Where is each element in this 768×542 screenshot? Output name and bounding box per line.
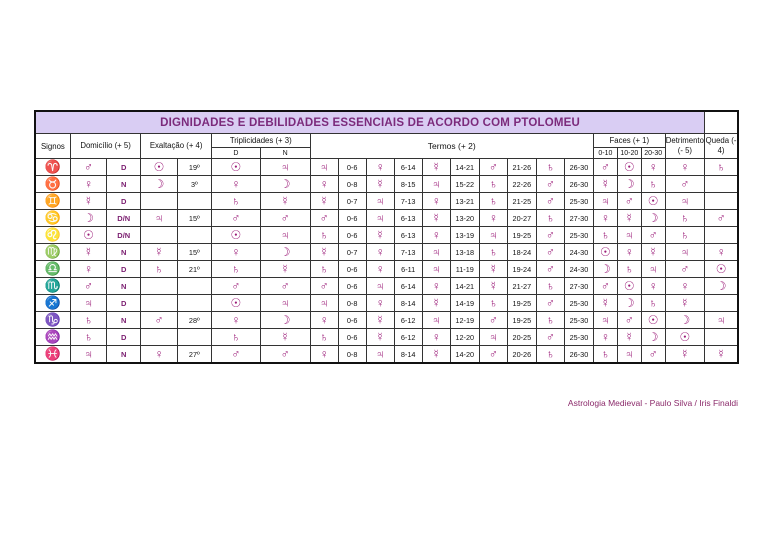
detrimento-planet: ♀ bbox=[665, 278, 705, 295]
domicilio-sect: N bbox=[107, 346, 141, 364]
sign-glyph: ♋ bbox=[35, 210, 70, 227]
term-planet: ♄ bbox=[479, 176, 507, 193]
table-row bbox=[35, 193, 738, 210]
domicilio-planet: ♃ bbox=[70, 295, 106, 312]
term-planet: ♂ bbox=[479, 159, 507, 176]
term-range: 0-8 bbox=[338, 176, 366, 193]
term-planet: ♄ bbox=[310, 261, 338, 278]
sign-glyph: ♊ bbox=[35, 193, 70, 210]
detrimento-planet: ☉ bbox=[665, 329, 705, 346]
queda-planet bbox=[705, 227, 738, 244]
exaltacao-degree: 3º bbox=[177, 176, 211, 193]
queda-planet: ☉ bbox=[705, 261, 738, 278]
triplicity-day-planet: ♄ bbox=[211, 261, 260, 278]
table-row bbox=[35, 159, 738, 176]
domicilio-planet: ☿ bbox=[70, 193, 106, 210]
triplicity-day-planet: ♀ bbox=[211, 312, 260, 329]
term-planet: ♀ bbox=[479, 210, 507, 227]
term-range: 6-11 bbox=[394, 261, 422, 278]
face-planet: ☽ bbox=[617, 176, 641, 193]
term-range: 25-30 bbox=[564, 312, 593, 329]
term-range: 27-30 bbox=[564, 278, 593, 295]
queda-planet bbox=[705, 176, 738, 193]
exaltacao-planet: ☽ bbox=[141, 176, 177, 193]
face-planet: ♂ bbox=[593, 159, 617, 176]
domicilio-sect: D bbox=[107, 159, 141, 176]
sign-glyph: ♉ bbox=[35, 176, 70, 193]
triplicity-day-planet: ♀ bbox=[211, 176, 260, 193]
sign-glyph: ♈ bbox=[35, 159, 70, 176]
dignities-table bbox=[34, 110, 739, 364]
term-planet: ♃ bbox=[422, 312, 450, 329]
sign-glyph: ♍ bbox=[35, 244, 70, 261]
table-row bbox=[35, 261, 738, 278]
term-range: 15-22 bbox=[450, 176, 479, 193]
detrimento-planet: ♃ bbox=[665, 193, 705, 210]
term-range: 0-6 bbox=[338, 329, 366, 346]
term-planet: ♀ bbox=[366, 295, 394, 312]
term-range: 20-27 bbox=[507, 210, 536, 227]
term-range: 26-30 bbox=[564, 346, 593, 364]
triplicity-night-planet: ☽ bbox=[260, 312, 310, 329]
term-range: 19-25 bbox=[507, 312, 536, 329]
triplicity-day-planet: ♄ bbox=[211, 193, 260, 210]
triplicity-night-planet: ♃ bbox=[260, 227, 310, 244]
term-range: 22-26 bbox=[507, 176, 536, 193]
term-planet: ♀ bbox=[310, 312, 338, 329]
exaltacao-degree bbox=[177, 193, 211, 210]
term-range: 14-21 bbox=[450, 278, 479, 295]
exaltacao-degree: 21º bbox=[177, 261, 211, 278]
face-planet: ☽ bbox=[593, 261, 617, 278]
triplicity-day-planet: ♂ bbox=[211, 210, 260, 227]
term-planet: ♃ bbox=[310, 159, 338, 176]
term-range: 8-14 bbox=[394, 346, 422, 364]
exaltacao-planet bbox=[141, 329, 177, 346]
queda-planet: ♄ bbox=[705, 159, 738, 176]
term-range: 0-7 bbox=[338, 244, 366, 261]
header-domicilio: Domicílio (+ 5) bbox=[70, 134, 141, 159]
triplicity-night-planet: ☿ bbox=[260, 261, 310, 278]
face-planet: ♂ bbox=[617, 193, 641, 210]
term-planet: ♂ bbox=[536, 261, 564, 278]
term-range: 7-13 bbox=[394, 244, 422, 261]
term-range: 6-13 bbox=[394, 227, 422, 244]
table-row bbox=[35, 210, 738, 227]
term-range: 7-13 bbox=[394, 193, 422, 210]
term-range: 12-19 bbox=[450, 312, 479, 329]
domicilio-planet: ♂ bbox=[70, 159, 106, 176]
exaltacao-planet: ♄ bbox=[141, 261, 177, 278]
domicilio-planet: ♂ bbox=[70, 278, 106, 295]
term-range: 19-24 bbox=[507, 261, 536, 278]
term-range: 13-21 bbox=[450, 193, 479, 210]
domicilio-sect: D bbox=[107, 193, 141, 210]
detrimento-planet: ☽ bbox=[665, 312, 705, 329]
exaltacao-degree bbox=[177, 227, 211, 244]
term-planet: ☿ bbox=[422, 346, 450, 364]
term-planet: ♃ bbox=[479, 227, 507, 244]
table-row bbox=[35, 329, 738, 346]
term-range: 26-30 bbox=[564, 159, 593, 176]
term-planet: ♂ bbox=[310, 210, 338, 227]
term-planet: ♃ bbox=[479, 329, 507, 346]
header-exaltacao: Exaltação (+ 4) bbox=[141, 134, 212, 159]
term-planet: ☿ bbox=[422, 159, 450, 176]
face-planet: ♃ bbox=[593, 193, 617, 210]
term-planet: ♄ bbox=[536, 278, 564, 295]
domicilio-planet: ♄ bbox=[70, 329, 106, 346]
face-planet: ☉ bbox=[641, 193, 665, 210]
table-row bbox=[35, 312, 738, 329]
term-planet: ♄ bbox=[310, 329, 338, 346]
exaltacao-degree: 15º bbox=[177, 244, 211, 261]
term-planet: ♂ bbox=[536, 193, 564, 210]
sign-glyph: ♏ bbox=[35, 278, 70, 295]
face-planet: ☿ bbox=[593, 295, 617, 312]
term-planet: ♄ bbox=[310, 227, 338, 244]
face-planet: ♄ bbox=[593, 227, 617, 244]
face-planet: ♃ bbox=[617, 227, 641, 244]
triplicity-day-planet: ♄ bbox=[211, 329, 260, 346]
term-range: 20-26 bbox=[507, 346, 536, 364]
term-range: 25-30 bbox=[564, 193, 593, 210]
sign-glyph: ♌ bbox=[35, 227, 70, 244]
term-range: 24-30 bbox=[564, 244, 593, 261]
term-range: 0-6 bbox=[338, 278, 366, 295]
table-row bbox=[35, 295, 738, 312]
term-planet: ♃ bbox=[310, 295, 338, 312]
term-range: 0-6 bbox=[338, 159, 366, 176]
detrimento-planet: ♂ bbox=[665, 176, 705, 193]
detrimento-planet: ♀ bbox=[665, 159, 705, 176]
queda-planet bbox=[705, 295, 738, 312]
term-planet: ♄ bbox=[536, 210, 564, 227]
face-planet: ♀ bbox=[641, 278, 665, 295]
exaltacao-planet: ♀ bbox=[141, 346, 177, 364]
term-range: 0-8 bbox=[338, 346, 366, 364]
triplicity-night-planet: ♂ bbox=[260, 210, 310, 227]
term-planet: ☿ bbox=[366, 227, 394, 244]
term-planet: ♀ bbox=[366, 159, 394, 176]
face-planet: ♄ bbox=[617, 261, 641, 278]
domicilio-planet: ☿ bbox=[70, 244, 106, 261]
face-planet: ♄ bbox=[593, 346, 617, 364]
header-trip-n: N bbox=[260, 148, 310, 159]
domicilio-planet: ♀ bbox=[70, 261, 106, 278]
term-planet: ♃ bbox=[366, 210, 394, 227]
term-planet: ♀ bbox=[366, 244, 394, 261]
term-planet: ♂ bbox=[310, 278, 338, 295]
header-termos: Termos (+ 2) bbox=[310, 134, 593, 159]
detrimento-planet: ♂ bbox=[665, 261, 705, 278]
term-range: 14-21 bbox=[450, 159, 479, 176]
face-planet: ☿ bbox=[593, 176, 617, 193]
term-range: 24-30 bbox=[564, 261, 593, 278]
term-planet: ♂ bbox=[536, 295, 564, 312]
triplicity-night-planet: ☽ bbox=[260, 176, 310, 193]
exaltacao-planet bbox=[141, 227, 177, 244]
table-title: DIGNIDADES E DEBILIDADES ESSENCIAIS DE ACORDO COM PTOLOMEU bbox=[35, 111, 705, 134]
term-planet: ♀ bbox=[422, 329, 450, 346]
term-range: 13-18 bbox=[450, 244, 479, 261]
queda-planet: ♀ bbox=[705, 244, 738, 261]
triplicity-day-planet: ☉ bbox=[211, 295, 260, 312]
domicilio-sect: D bbox=[107, 295, 141, 312]
face-planet: ☉ bbox=[593, 244, 617, 261]
exaltacao-degree: 19º bbox=[177, 159, 211, 176]
term-planet: ♀ bbox=[422, 278, 450, 295]
triplicity-night-planet: ☽ bbox=[260, 244, 310, 261]
term-planet: ♃ bbox=[422, 244, 450, 261]
exaltacao-degree: 28º bbox=[177, 312, 211, 329]
header-triplicidades: Triplicidades (+ 3) bbox=[211, 134, 310, 148]
face-planet: ☿ bbox=[617, 329, 641, 346]
term-range: 0-7 bbox=[338, 193, 366, 210]
exaltacao-planet: ♂ bbox=[141, 312, 177, 329]
credit-line: Astrologia Medieval - Paulo Silva / Iris Finaldi bbox=[567, 398, 738, 408]
term-planet: ♀ bbox=[422, 227, 450, 244]
header-signos: Signos bbox=[35, 134, 70, 159]
triplicity-day-planet: ♀ bbox=[211, 244, 260, 261]
triplicity-day-planet: ♂ bbox=[211, 278, 260, 295]
term-planet: ☿ bbox=[422, 210, 450, 227]
triplicity-day-planet: ☉ bbox=[211, 159, 260, 176]
term-range: 25-30 bbox=[564, 329, 593, 346]
domicilio-sect: D bbox=[107, 329, 141, 346]
term-range: 21-25 bbox=[507, 193, 536, 210]
triplicity-night-planet: ♂ bbox=[260, 346, 310, 364]
domicilio-sect: N bbox=[107, 176, 141, 193]
term-range: 20-25 bbox=[507, 329, 536, 346]
exaltacao-degree bbox=[177, 295, 211, 312]
term-planet: ♂ bbox=[479, 312, 507, 329]
exaltacao-planet: ☿ bbox=[141, 244, 177, 261]
term-range: 0-6 bbox=[338, 227, 366, 244]
triplicity-night-planet: ♂ bbox=[260, 278, 310, 295]
face-planet: ♀ bbox=[641, 159, 665, 176]
header-queda: Queda (- 4) bbox=[705, 134, 738, 159]
term-planet: ♄ bbox=[479, 295, 507, 312]
term-range: 6-12 bbox=[394, 312, 422, 329]
face-planet: ♂ bbox=[641, 227, 665, 244]
header-detrimento: Detrimento (- 5) bbox=[665, 134, 705, 159]
term-range: 25-30 bbox=[564, 227, 593, 244]
term-range: 0-6 bbox=[338, 312, 366, 329]
triplicity-night-planet: ♃ bbox=[260, 159, 310, 176]
face-planet: ♂ bbox=[641, 346, 665, 364]
term-range: 0-6 bbox=[338, 261, 366, 278]
header-face-0-10: 0-10 bbox=[593, 148, 617, 159]
term-planet: ♄ bbox=[536, 312, 564, 329]
term-range: 6-14 bbox=[394, 159, 422, 176]
term-planet: ☿ bbox=[366, 329, 394, 346]
term-planet: ♀ bbox=[310, 346, 338, 364]
face-planet: ♀ bbox=[617, 244, 641, 261]
face-planet: ☽ bbox=[617, 295, 641, 312]
face-planet: ♃ bbox=[617, 346, 641, 364]
table-row bbox=[35, 278, 738, 295]
face-planet: ☿ bbox=[617, 210, 641, 227]
term-range: 19-25 bbox=[507, 295, 536, 312]
sign-glyph: ♒ bbox=[35, 329, 70, 346]
detrimento-planet: ♄ bbox=[665, 210, 705, 227]
queda-planet: ☽ bbox=[705, 278, 738, 295]
term-range: 21-27 bbox=[507, 278, 536, 295]
term-range: 12-20 bbox=[450, 329, 479, 346]
domicilio-sect: D/N bbox=[107, 210, 141, 227]
face-planet: ☽ bbox=[641, 210, 665, 227]
term-range: 6-12 bbox=[394, 329, 422, 346]
face-planet: ☉ bbox=[617, 278, 641, 295]
face-planet: ♃ bbox=[641, 261, 665, 278]
face-planet: ☽ bbox=[641, 329, 665, 346]
term-planet: ♃ bbox=[366, 346, 394, 364]
detrimento-planet: ♄ bbox=[665, 227, 705, 244]
detrimento-planet: ☿ bbox=[665, 295, 705, 312]
term-planet: ♀ bbox=[310, 176, 338, 193]
term-range: 13-20 bbox=[450, 210, 479, 227]
queda-planet bbox=[705, 193, 738, 210]
term-planet: ♃ bbox=[422, 261, 450, 278]
exaltacao-planet bbox=[141, 278, 177, 295]
sign-glyph: ♓ bbox=[35, 346, 70, 364]
term-range: 0-6 bbox=[338, 210, 366, 227]
term-planet: ☿ bbox=[310, 244, 338, 261]
queda-planet: ♂ bbox=[705, 210, 738, 227]
table-row bbox=[35, 244, 738, 261]
domicilio-sect: N bbox=[107, 244, 141, 261]
term-planet: ♃ bbox=[366, 193, 394, 210]
term-planet: ♄ bbox=[536, 159, 564, 176]
domicilio-sect: D/N bbox=[107, 227, 141, 244]
term-planet: ♀ bbox=[422, 193, 450, 210]
term-planet: ♂ bbox=[479, 346, 507, 364]
domicilio-sect: D bbox=[107, 261, 141, 278]
term-range: 8-15 bbox=[394, 176, 422, 193]
term-range: 27-30 bbox=[564, 210, 593, 227]
exaltacao-planet bbox=[141, 295, 177, 312]
table-row bbox=[35, 176, 738, 193]
term-planet: ♂ bbox=[536, 227, 564, 244]
exaltacao-planet: ♃ bbox=[141, 210, 177, 227]
term-range: 6-14 bbox=[394, 278, 422, 295]
face-planet: ♂ bbox=[617, 312, 641, 329]
exaltacao-degree: 27º bbox=[177, 346, 211, 364]
face-planet: ☿ bbox=[641, 244, 665, 261]
face-planet: ☉ bbox=[617, 159, 641, 176]
face-planet: ♀ bbox=[593, 210, 617, 227]
triplicity-night-planet: ☿ bbox=[260, 193, 310, 210]
exaltacao-planet bbox=[141, 193, 177, 210]
term-planet: ♂ bbox=[536, 244, 564, 261]
domicilio-sect: N bbox=[107, 312, 141, 329]
exaltacao-degree bbox=[177, 278, 211, 295]
header-face-10-20: 10-20 bbox=[617, 148, 641, 159]
exaltacao-planet: ☉ bbox=[141, 159, 177, 176]
term-range: 0-8 bbox=[338, 295, 366, 312]
table-row bbox=[35, 227, 738, 244]
face-planet: ♄ bbox=[641, 295, 665, 312]
triplicity-day-planet: ♂ bbox=[211, 346, 260, 364]
domicilio-planet: ☉ bbox=[70, 227, 106, 244]
term-range: 13-19 bbox=[450, 227, 479, 244]
term-planet: ☿ bbox=[422, 295, 450, 312]
term-planet: ♄ bbox=[479, 244, 507, 261]
term-planet: ♂ bbox=[536, 176, 564, 193]
term-planet: ♀ bbox=[366, 261, 394, 278]
domicilio-planet: ♀ bbox=[70, 176, 106, 193]
triplicity-day-planet: ☉ bbox=[211, 227, 260, 244]
sign-glyph: ♑ bbox=[35, 312, 70, 329]
exaltacao-degree: 15º bbox=[177, 210, 211, 227]
term-range: 19-25 bbox=[507, 227, 536, 244]
queda-planet: ☿ bbox=[705, 346, 738, 364]
face-planet: ☉ bbox=[641, 312, 665, 329]
domicilio-sect: N bbox=[107, 278, 141, 295]
header-face-20-30: 20-30 bbox=[641, 148, 665, 159]
face-planet: ♂ bbox=[593, 278, 617, 295]
term-range: 6-13 bbox=[394, 210, 422, 227]
triplicity-night-planet: ♃ bbox=[260, 295, 310, 312]
term-range: 14-20 bbox=[450, 346, 479, 364]
face-planet: ♀ bbox=[593, 329, 617, 346]
term-range: 11-19 bbox=[450, 261, 479, 278]
queda-planet: ♃ bbox=[705, 312, 738, 329]
term-planet: ☿ bbox=[479, 261, 507, 278]
header-faces: Faces (+ 1) bbox=[593, 134, 665, 148]
term-planet: ☿ bbox=[366, 312, 394, 329]
term-range: 14-19 bbox=[450, 295, 479, 312]
term-range: 21-26 bbox=[507, 159, 536, 176]
dignities-sheet bbox=[34, 110, 739, 364]
term-planet: ☿ bbox=[310, 193, 338, 210]
term-planet: ♂ bbox=[536, 329, 564, 346]
term-range: 25-30 bbox=[564, 295, 593, 312]
term-planet: ☿ bbox=[366, 176, 394, 193]
sign-glyph: ♐ bbox=[35, 295, 70, 312]
table-row bbox=[35, 346, 738, 364]
term-planet: ♄ bbox=[536, 346, 564, 364]
term-range: 18-24 bbox=[507, 244, 536, 261]
domicilio-planet: ♃ bbox=[70, 346, 106, 364]
detrimento-planet: ☿ bbox=[665, 346, 705, 364]
term-planet: ☿ bbox=[479, 278, 507, 295]
term-range: 26-30 bbox=[564, 176, 593, 193]
term-planet: ♃ bbox=[422, 176, 450, 193]
term-planet: ♃ bbox=[366, 278, 394, 295]
header-trip-d: D bbox=[211, 148, 260, 159]
face-planet: ♃ bbox=[593, 312, 617, 329]
exaltacao-degree bbox=[177, 329, 211, 346]
sign-glyph: ♎ bbox=[35, 261, 70, 278]
term-range: 8-14 bbox=[394, 295, 422, 312]
domicilio-planet: ♄ bbox=[70, 312, 106, 329]
detrimento-planet: ♃ bbox=[665, 244, 705, 261]
domicilio-planet: ☽ bbox=[70, 210, 106, 227]
face-planet: ♄ bbox=[641, 176, 665, 193]
term-planet: ♄ bbox=[479, 193, 507, 210]
queda-planet bbox=[705, 329, 738, 346]
triplicity-night-planet: ☿ bbox=[260, 329, 310, 346]
